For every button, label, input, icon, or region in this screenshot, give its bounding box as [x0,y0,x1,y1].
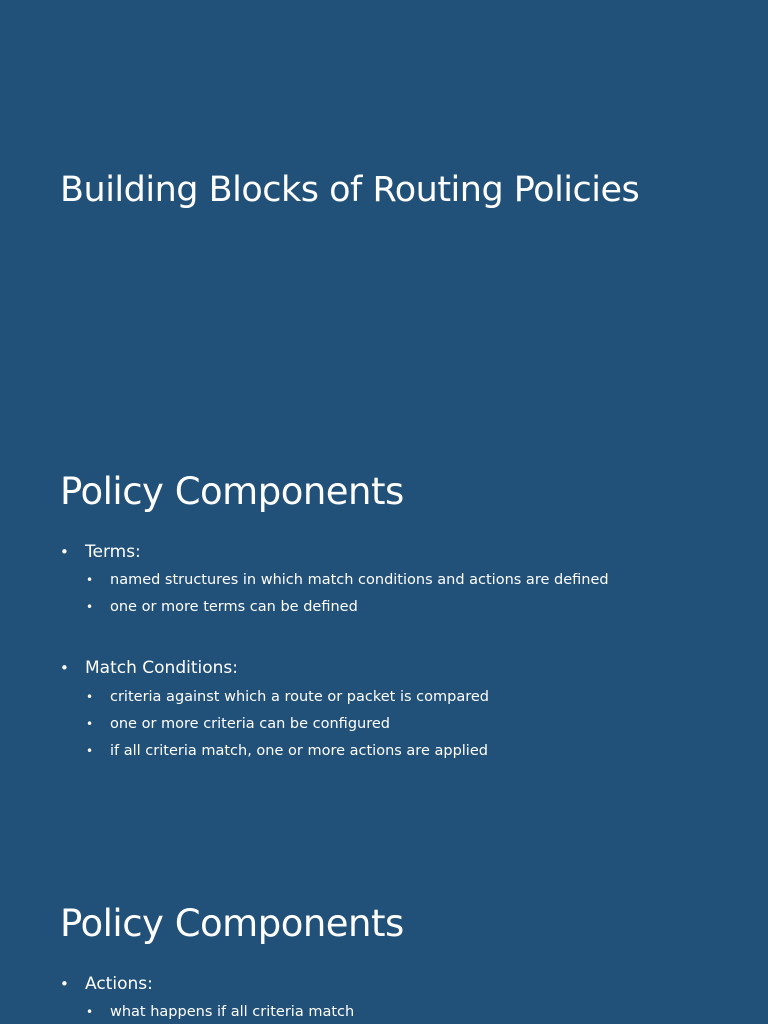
bullet-actions [60,974,153,994]
sub-bullet-text: one or more terms can be defined [110,599,358,615]
bullet-heading: Actions: [85,974,153,994]
sub-bullet-text: if all criteria match, one or more actions are applied [110,743,488,759]
sub-bullet-text: criteria against which a route or packet is compared [110,689,489,705]
bullet-icon: • [86,1005,94,1019]
sub-bullet [86,716,390,732]
bullet-icon: • [86,573,94,587]
bullet-match-conditions [60,658,238,678]
slide-title: Policy Components [60,470,404,513]
slide-title: Building Blocks of Routing Policies [60,170,640,210]
sub-bullet [86,743,488,759]
bullet-heading: Match Conditions: [85,658,238,678]
bullet-icon: • [60,659,69,677]
bullet-icon: • [60,975,69,993]
bullet-icon: • [86,744,94,758]
sub-bullet [86,599,358,615]
bullet-icon: • [60,543,69,561]
bullet-terms [60,542,141,562]
slide-title: Policy Components [60,902,404,945]
sub-bullet-text: named structures in which match conditions and actions are defined [110,572,609,588]
sub-bullet-text: what happens if all criteria match [110,1004,355,1020]
sub-bullet [86,572,609,588]
sub-bullet [86,1004,354,1020]
bullet-heading: Terms: [85,542,141,562]
sub-bullet [86,689,489,705]
bullet-icon: • [86,600,94,614]
bullet-icon: • [86,717,94,731]
sub-bullet-text: one or more criteria can be configured [110,716,390,732]
bullet-icon: • [86,690,94,704]
